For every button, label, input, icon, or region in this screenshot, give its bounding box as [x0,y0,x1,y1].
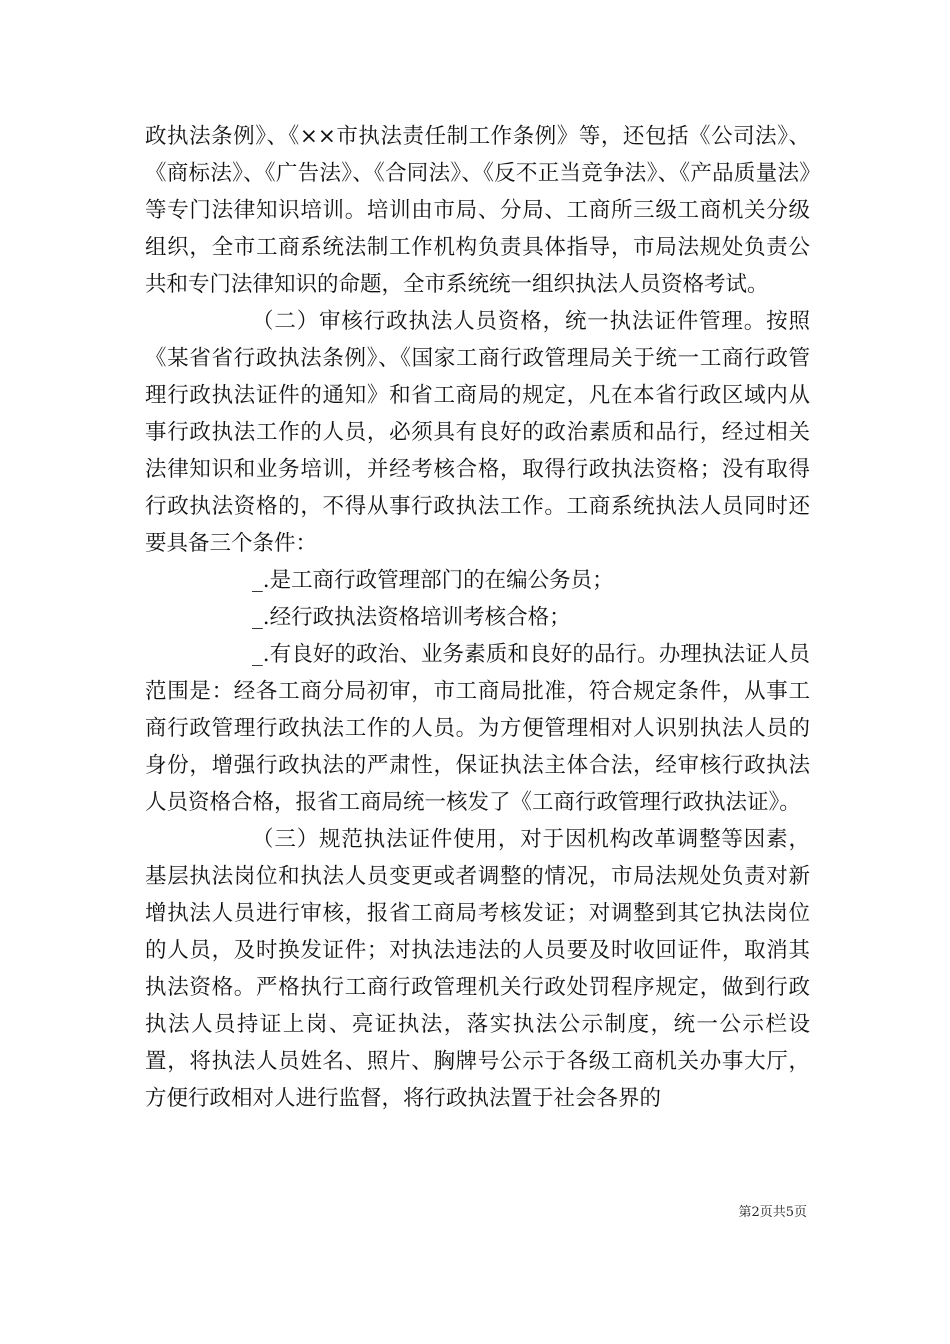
paragraph-section-2: （二）审核行政执法人员资格，统一执法证件管理。按照《某省省行政执法条例》、《国家工商行政管理局关于统一工商行政管理行政执法证件的通知》和省工商局的规定，凡在本省行政区域内从事行政执法工作的人员，必须具有良好的政治素质和品行，经过相关法律知识和业务培训，并经考核合格，取得行政执法资格；没有取得行政执法资格的，不得从事行政执法工作。工商系统执法人员同时还要具备三个条件： [145,309,810,556]
paragraph-condition-3: _.有良好的政治、业务素质和良好的品行。办理执法证人员范围是：经各工商分局初审，市工商局批准，符合规定条件，从事工商行政管理行政执法工作的人员。为方便管理相对人识别执法人员的身份，增强行政执法的严肃性，保证执法主体合法，经审核行政执法人员资格合格，报省工商局统一核发了《工商行政管理行政执法证》。 [145,642,810,815]
page-number-footer: 第2页共5页 [738,1205,807,1220]
paragraph-continued: 政执法条例》、《××市执法责任制工作条例》等，还包括《公司法》、《商标法》、《广告法》、《合同法》、《反不正当竞争法》、《产品质量法》等专门法律知识培训。培训由市局、分局、工商所三级工商机关分级组织，全市工商系统法制工作机构负责具体指导，市局法规处负责公共和专门法律知识的命题，全市系统统一组织执法人员资格考试。 [145,124,810,297]
paragraph-condition-1: _.是工商行政管理部门的在编公务员； [252,568,614,593]
document-body [145,118,810,1117]
paragraph-condition-2: _.经行政执法资格培训考核合格； [252,605,571,630]
paragraph-section-3: （三）规范执法证件使用，对于因机构改革调整等因素，基层执法岗位和执法人员变更或者调整的情况，市局法规处负责对新增执法人员进行审核，报省工商局考核发证；对调整到其它执法岗位的人员，及时换发证件；对执法违法的人员要及时收回证件，取消其执法资格。严格执行工商行政管理机关行政处罚程序规定，做到行政执法人员持证上岗、亮证执法，落实执法公示制度，统一公示栏设置，将执法人员姓名、照片、胸牌号公示于各级工商机关办事大厅，方便行政相对人进行监督，将行政执法置于社会各界的 [145,827,810,1111]
